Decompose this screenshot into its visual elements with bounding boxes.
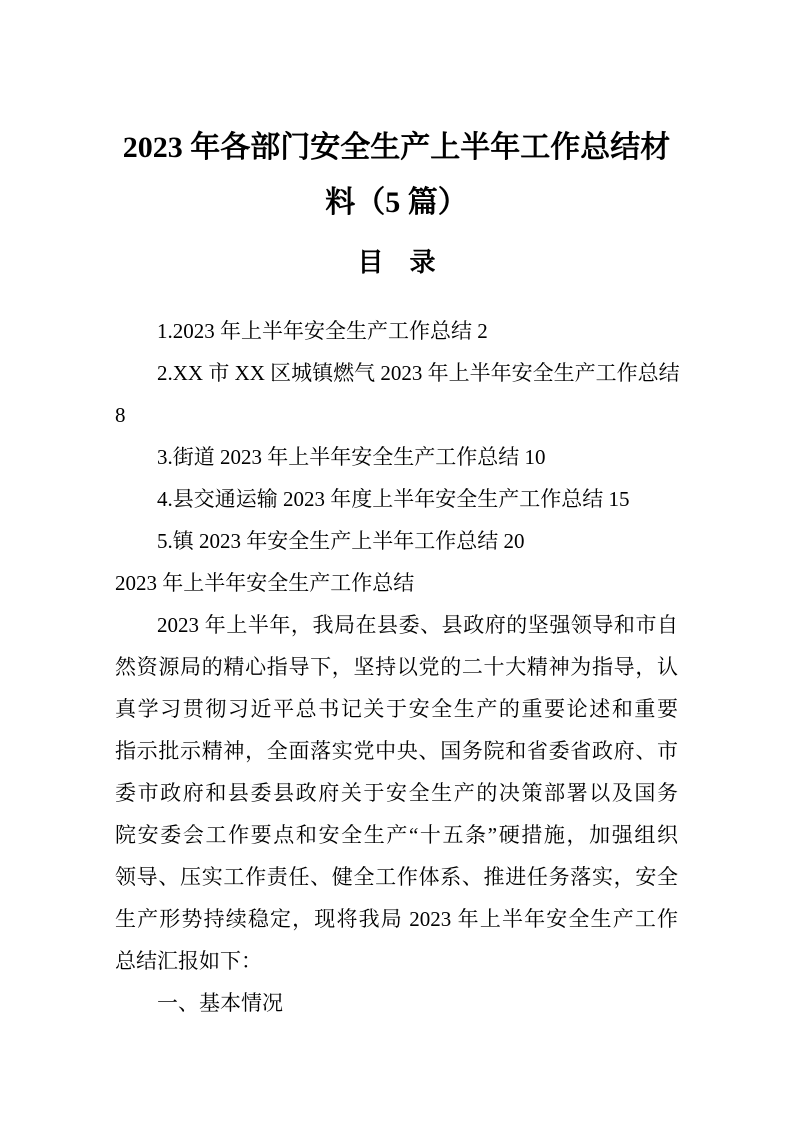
document-title-line-2: 料（5 篇） (325, 186, 468, 219)
toc-heading: 目 录 (357, 248, 436, 277)
body-text-line: 然资源局的精心指导下，坚持以党的二十大精神为指导，认 (115, 655, 678, 679)
body-text-line: 真学习贯彻习近平总书记关于安全生产的重要论述和重要 (115, 697, 678, 721)
document-content (115, 120, 678, 1024)
document-title-line-1: 2023 年各部门安全生产上半年工作总结材 (122, 131, 671, 164)
toc-entry-2-pagenum: 8 (115, 403, 126, 427)
body-text-line: 院安委会工作要点和安全生产“十五条”硬措施，加强组织 (115, 823, 678, 847)
toc-entry-2: 2.XX 市 XX 区城镇燃气 2023 年上半年安全生产工作总结 (157, 361, 680, 385)
body-text-line: 领导、压实工作责任、健全工作体系、推进任务落实，安全 (115, 865, 678, 889)
body-text-line: 生产形势持续稳定，现将我局 2023 年上半年安全生产工作 (115, 907, 678, 931)
section-heading: 2023 年上半年安全生产工作总结 (115, 571, 415, 595)
subsection-heading: 一、基本情况 (157, 991, 283, 1015)
body-text-line: 总结汇报如下： (115, 949, 262, 973)
toc-entry-1: 1.2023 年上半年安全生产工作总结 2 (157, 319, 488, 343)
body-text-line: 指示批示精神，全面落实党中央、国务院和省委省政府、市 (115, 739, 678, 763)
body-text-line: 2023 年上半年，我局在县委、县政府的坚强领导和市自 (157, 613, 678, 637)
toc-entry-3: 3.街道 2023 年上半年安全生产工作总结 10 (157, 445, 546, 469)
toc-entry-4: 4.县交通运输 2023 年度上半年安全生产工作总结 15 (157, 487, 630, 511)
toc-entry-5: 5.镇 2023 年安全生产上半年工作总结 20 (157, 529, 525, 553)
body-text-line: 委市政府和县委县政府关于安全生产的决策部署以及国务 (115, 781, 678, 805)
